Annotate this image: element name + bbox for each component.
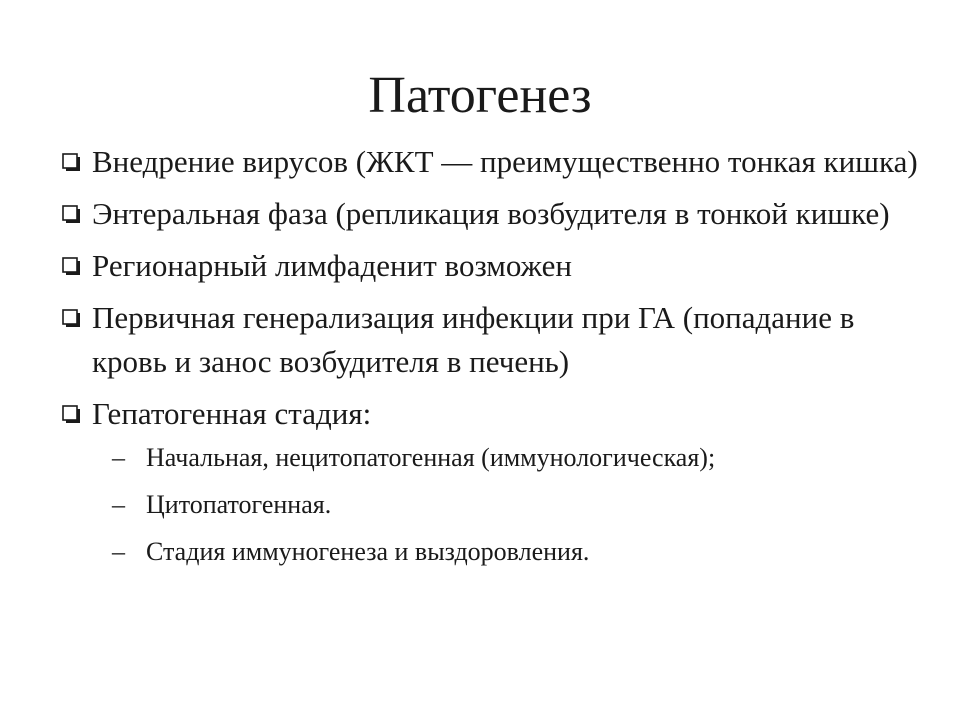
checkbox-square-icon (62, 309, 81, 328)
bullet-item (62, 392, 922, 568)
bullet-item (62, 192, 922, 236)
bullet-item (62, 296, 922, 384)
sub-bullet-text: Цитопатогенная. (146, 490, 332, 519)
sub-bullet-list (92, 442, 922, 568)
checkbox-square-icon (62, 405, 81, 424)
bullet-text: Регионарный лимфаденит возможен (92, 248, 572, 283)
bullet-text: Гепатогенная стадия: (92, 396, 372, 431)
sub-bullet-item (102, 489, 922, 521)
bullet-list (62, 140, 922, 583)
checkbox-square-icon (62, 153, 81, 172)
sub-bullet-text: Стадия иммуногенеза и выздоровления. (146, 537, 590, 566)
bullet-item (62, 244, 922, 288)
sub-bullet-item (102, 442, 922, 474)
checkbox-square-icon (62, 257, 81, 276)
slide-title: Патогенез (368, 67, 592, 124)
sub-bullet-item (102, 536, 922, 568)
dash-marker: – (112, 537, 125, 566)
bullet-text: Первичная генерализация инфекции при ГА (попадание в кровь и занос возбудителя в печень) (92, 300, 855, 379)
bullet-text: Внедрение вирусов (ЖКТ — преимущественно тонкая кишка) (92, 144, 918, 179)
checkbox-square-icon (62, 205, 81, 224)
dash-marker: – (112, 443, 125, 472)
bullet-item (62, 140, 922, 184)
dash-marker: – (112, 490, 125, 519)
sub-bullet-text: Начальная, нецитопатогенная (иммунологическая); (146, 443, 716, 472)
bullet-text: Энтеральная фаза (репликация возбудителя в тонкой кишке) (92, 196, 890, 231)
